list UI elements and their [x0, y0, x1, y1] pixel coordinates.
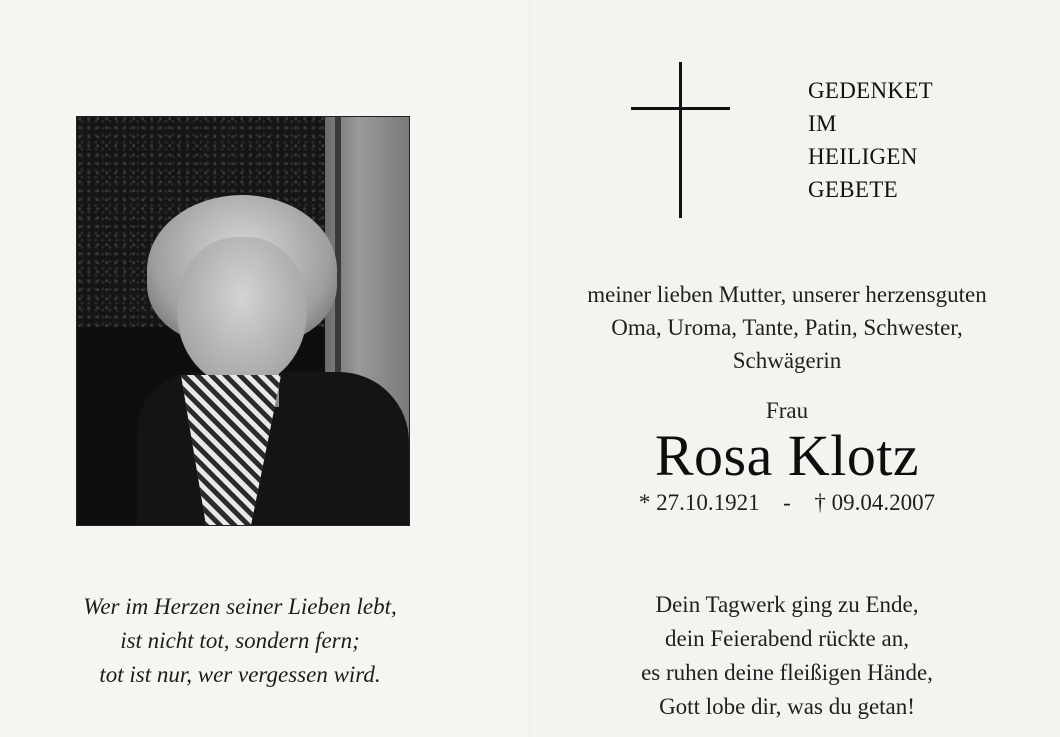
quote-line: Wer im Herzen seiner Lieben lebt, — [83, 594, 397, 619]
verse-line: dein Feierabend rückte an, — [665, 626, 909, 651]
heading-line: GEDENKET — [808, 78, 934, 103]
honorific-title: Frau — [765, 398, 809, 423]
dedication-line: Schwägerin — [732, 348, 842, 373]
verse-line: Dein Tagwerk ging zu Ende, — [655, 592, 919, 617]
verse-line: Gott lobe dir, was du getan! — [659, 694, 915, 719]
cross-horizontal-bar — [631, 107, 730, 110]
quote-line: ist nicht tot, sondern fern; — [120, 628, 360, 653]
memorial-heading — [808, 74, 933, 206]
heading-line: HEILIGEN — [808, 144, 918, 169]
memorial-verse — [530, 588, 1044, 724]
death-date: † 09.04.2007 — [814, 490, 936, 515]
heading-line: IM — [808, 111, 837, 136]
deceased-name: Rosa Klotz — [654, 423, 920, 488]
date-separator: - — [783, 490, 791, 515]
dedication-text — [530, 278, 1044, 377]
life-dates — [530, 490, 1044, 516]
heading-line: GEBETE — [808, 177, 898, 202]
photo-face — [177, 237, 307, 387]
verse-line: es ruhen deine fleißigen Hände, — [641, 660, 933, 685]
dedication-line: Oma, Uroma, Tante, Patin, Schwester, — [611, 315, 963, 340]
memorial-quote — [0, 590, 480, 692]
cross-vertical-bar — [679, 62, 682, 218]
quote-line: tot ist nur, wer vergessen wird. — [99, 662, 381, 687]
birth-date: * 27.10.1921 — [638, 490, 760, 515]
dedication-line: meiner lieben Mutter, unserer herzensguten — [587, 282, 987, 307]
portrait-photo — [76, 116, 410, 526]
